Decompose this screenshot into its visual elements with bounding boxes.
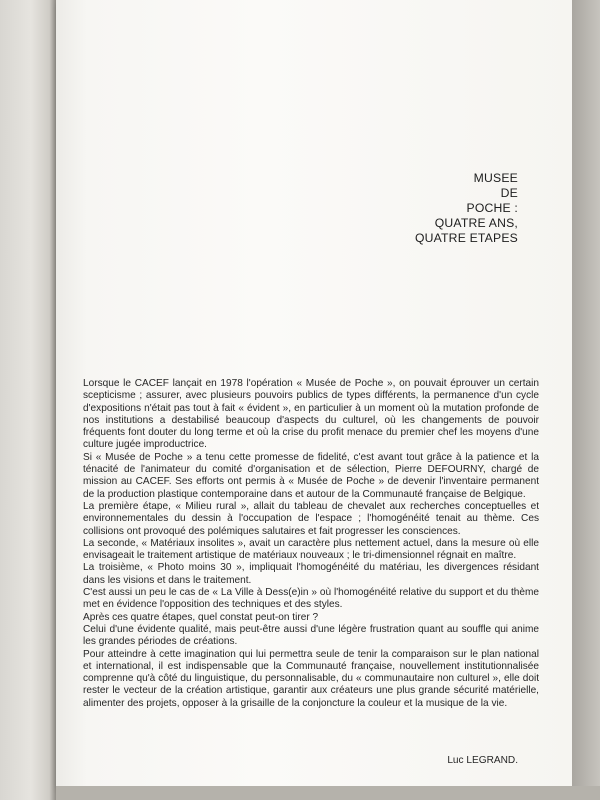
- paragraph: Lorsque le CACEF lançait en 1978 l'opération « Musée de Poche », on pouvait éprouver un certain scepticisme ; assurer, avec plusieurs pouvoirs publics de types différents, la permanence d'un cycle d'expositions n'était pas tout à fait « évident », en particulier à un moment où la mutation profonde de nos institutions a destabilisé beaucoup d'aspects du culturel, où les changements de pouvoir fréquents font douter du long terme et où la crise du profit menace du premier chef les moyens d'une culture jugée improductrice.: [83, 378, 539, 451]
- paragraph: La seconde, « Matériaux insolites », avait un caractère plus nettement actuel, dans la mesure où elle envisageait le traitement artistique de matériaux nouveaux ; le tri-dimensionnel régnait en maître.: [83, 537, 539, 562]
- bottom-background: [56, 786, 600, 800]
- paragraph: Pour atteindre à cette imagination qui lui permettra seule de tenir la comparaison sur le plan national et international, il est indispensable que la Communauté française, nouvellement institutionnalisée comprenne qu'à côté du linguistique, du personnalisable, du « communautaire non culturel », elle doit rester le vecteur de la création artistique, garantir aux créateurs une plus grande sécurité matérielle, alimenter des projets, opposer à la grisaille de la conjoncture la couleur et la musique de la vie.: [83, 648, 539, 709]
- title-line: POCHE :: [466, 201, 518, 215]
- author-signature: Luc LEGRAND.: [447, 755, 518, 766]
- title-line: QUATRE ETAPES: [414, 231, 518, 245]
- page-title: [318, 171, 518, 246]
- title-line: QUATRE ANS,: [434, 216, 518, 230]
- left-page-edge: [0, 0, 56, 800]
- paragraph: La troisième, « Photo moins 30 », impliquait l'homogénéité du matériau, les divergences résidant dans les visions et dans le traitement.: [83, 562, 539, 586]
- right-background: [572, 0, 600, 800]
- body-text: [83, 378, 539, 710]
- title-line: MUSEE: [473, 171, 518, 185]
- title-line: DE: [500, 186, 518, 200]
- document-page: [56, 0, 572, 786]
- paragraph: Celui d'une évidente qualité, mais peut-être aussi d'une légère frustration quant au souffle qui anime les grandes périodes de créations.: [83, 623, 539, 648]
- paragraph: Si « Musée de Poche » a tenu cette promesse de fidelité, c'est avant tout grâce à la patience et la ténacité de l'animateur du comité d'organisation et de sélection, Pierre DEFOURNY, chargé de mission au CACEF. Ses efforts ont permis à « Musée de Poche » de devenir l'inventaire permanent de la production plastique contemporaine dans et autour de la Communauté française de Belgique.: [83, 451, 539, 500]
- paragraph: C'est aussi un peu le cas de « La Ville à Dess(e)in » où l'homogénéité relative du support et du thème met en évidence l'opposition des techniques et des styles.: [83, 587, 539, 611]
- paragraph: La première étape, « Milieu rural », allait du tableau de chevalet aux recherches conceptuelles et environnementales du dessin à l'occupation de l'espace ; l'homogénéité tenait au thème. Ces collisions ont provoqué des polémiques salutaires et fait progresser les consciences.: [83, 500, 539, 537]
- paragraph: Après ces quatre étapes, quel constat peut-on tirer ?: [83, 611, 319, 623]
